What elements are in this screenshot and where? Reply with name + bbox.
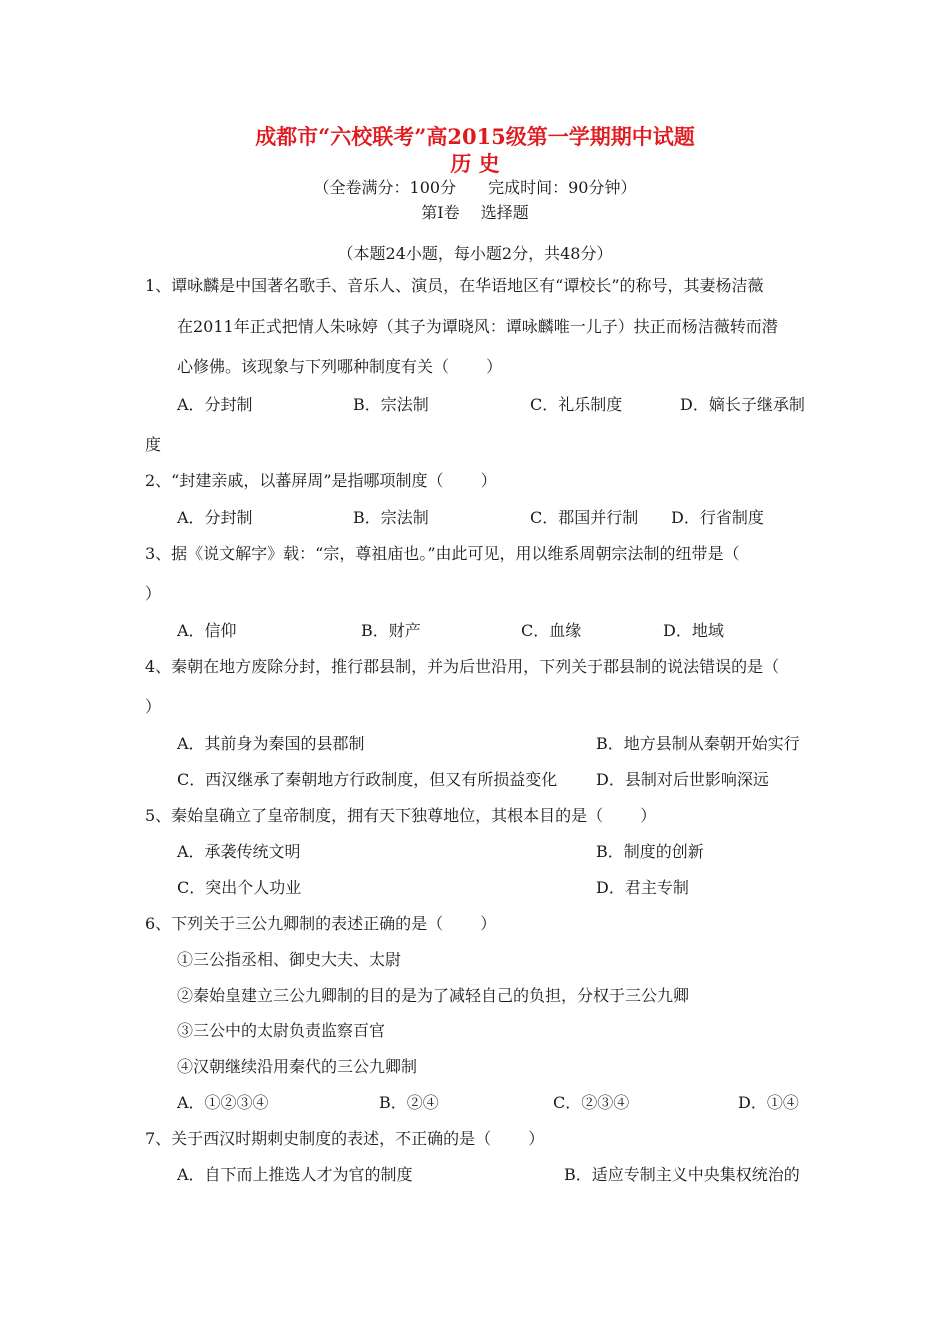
question-6-option-c: C．②③④: [553, 1093, 630, 1112]
question-6-option-d: D．①④: [738, 1093, 799, 1112]
subject-title: 历 史: [450, 151, 500, 176]
question-3-option-b: B．财产: [361, 621, 421, 640]
question-4-stem-wrap: ）: [145, 697, 162, 716]
question-6-option-b: B．②④: [379, 1093, 439, 1112]
question-1-stem: 心修佛。该现象与下列哪种制度有关（ ）: [177, 357, 503, 376]
question-1-option-c: C．礼乐制度: [530, 395, 623, 414]
question-3-stem-wrap: ）: [145, 584, 162, 603]
question-4-option-c: C．西汉继承了秦朝地方行政制度，但又有所损益变化: [177, 770, 558, 789]
question-4-option-a: A．其前身为秦国的县郡制: [177, 734, 365, 753]
question-7-option-a: A．自下而上推选人才为官的制度: [177, 1165, 413, 1184]
question-7-option-b: B．适应专制主义中央集权统治的: [564, 1165, 800, 1184]
question-2-option-a: A．分封制: [177, 508, 253, 527]
question-2-option-b: B．宗法制: [353, 508, 429, 527]
question-4-option-d: D．县制对后世影响深远: [596, 770, 769, 789]
question-6-item-2: ②秦始皇建立三公九卿制的目的是为了减轻自己的负担，分权于三公九卿: [177, 986, 690, 1005]
question-1-stem: 1、谭咏麟是中国著名歌手、音乐人、演员，在华语地区有“谭校长”的称号，其妻杨洁薇: [145, 276, 764, 295]
question-6-item-3: ③三公中的太尉负责监察百官: [177, 1021, 386, 1040]
question-1-option-d: D．嫡长子继承制: [680, 395, 805, 414]
question-3-option-d: D．地域: [663, 621, 724, 640]
question-1-stem: 在2011年正式把情人朱咏婷（其子为谭晓风：谭咏麟唯一儿子）扶正而杨洁薇转而潜: [177, 317, 778, 336]
question-6-option-a: A．①②③④: [177, 1093, 269, 1112]
question-6-item-4: ④汉朝继续沿用秦代的三公九卿制: [177, 1057, 418, 1076]
question-1-option-b: B．宗法制: [353, 395, 429, 414]
question-1-option-a: A．分封制: [177, 395, 253, 414]
section-heading: 第Ⅰ卷 选择题: [421, 203, 529, 222]
question-7-stem: 7、关于西汉时期刺史制度的表述，不正确的是（ ）: [145, 1129, 545, 1148]
question-3-stem: 3、据《说文解字》载：“宗，尊祖庙也。”由此可见，用以维系周朝宗法制的纽带是（: [145, 544, 740, 563]
question-5-option-b: B．制度的创新: [596, 842, 704, 861]
exam-meta: （全卷满分：100分 完成时间：90分钟）: [313, 178, 637, 197]
question-3-option-a: A．信仰: [177, 621, 237, 640]
question-4-stem: 4、秦朝在地方废除分封，推行郡县制，并为后世沿用，下列关于郡县制的说法错误的是（: [145, 657, 780, 676]
question-2-stem: 2、“封建亲戚，以蕃屏周”是指哪项制度（ ）: [145, 471, 497, 490]
question-4-option-b: B．地方县制从秦朝开始实行: [596, 734, 800, 753]
question-1-option-d-wrap: 度: [145, 435, 162, 454]
question-5-stem: 5、秦始皇确立了皇帝制度，拥有天下独尊地位，其根本目的是（ ）: [145, 806, 657, 825]
question-3-option-c: C．血缘: [521, 621, 582, 640]
question-5-option-c: C．突出个人功业: [177, 878, 302, 897]
question-5-option-a: A．承袭传统文明: [177, 842, 301, 861]
section-instructions: （本题24小题，每小题2分，共48分）: [337, 244, 613, 263]
exam-title: 成都市“六校联考”高2015级第一学期期中试题: [255, 124, 695, 149]
question-5-option-d: D．君主专制: [596, 878, 689, 897]
question-6-item-1: ①三公指丞相、御史大夫、太尉: [177, 950, 402, 969]
question-2-option-d: D．行省制度: [671, 508, 764, 527]
question-6-stem: 6、下列关于三公九卿制的表述正确的是（ ）: [145, 914, 497, 933]
question-2-option-c: C．郡国并行制: [530, 508, 639, 527]
